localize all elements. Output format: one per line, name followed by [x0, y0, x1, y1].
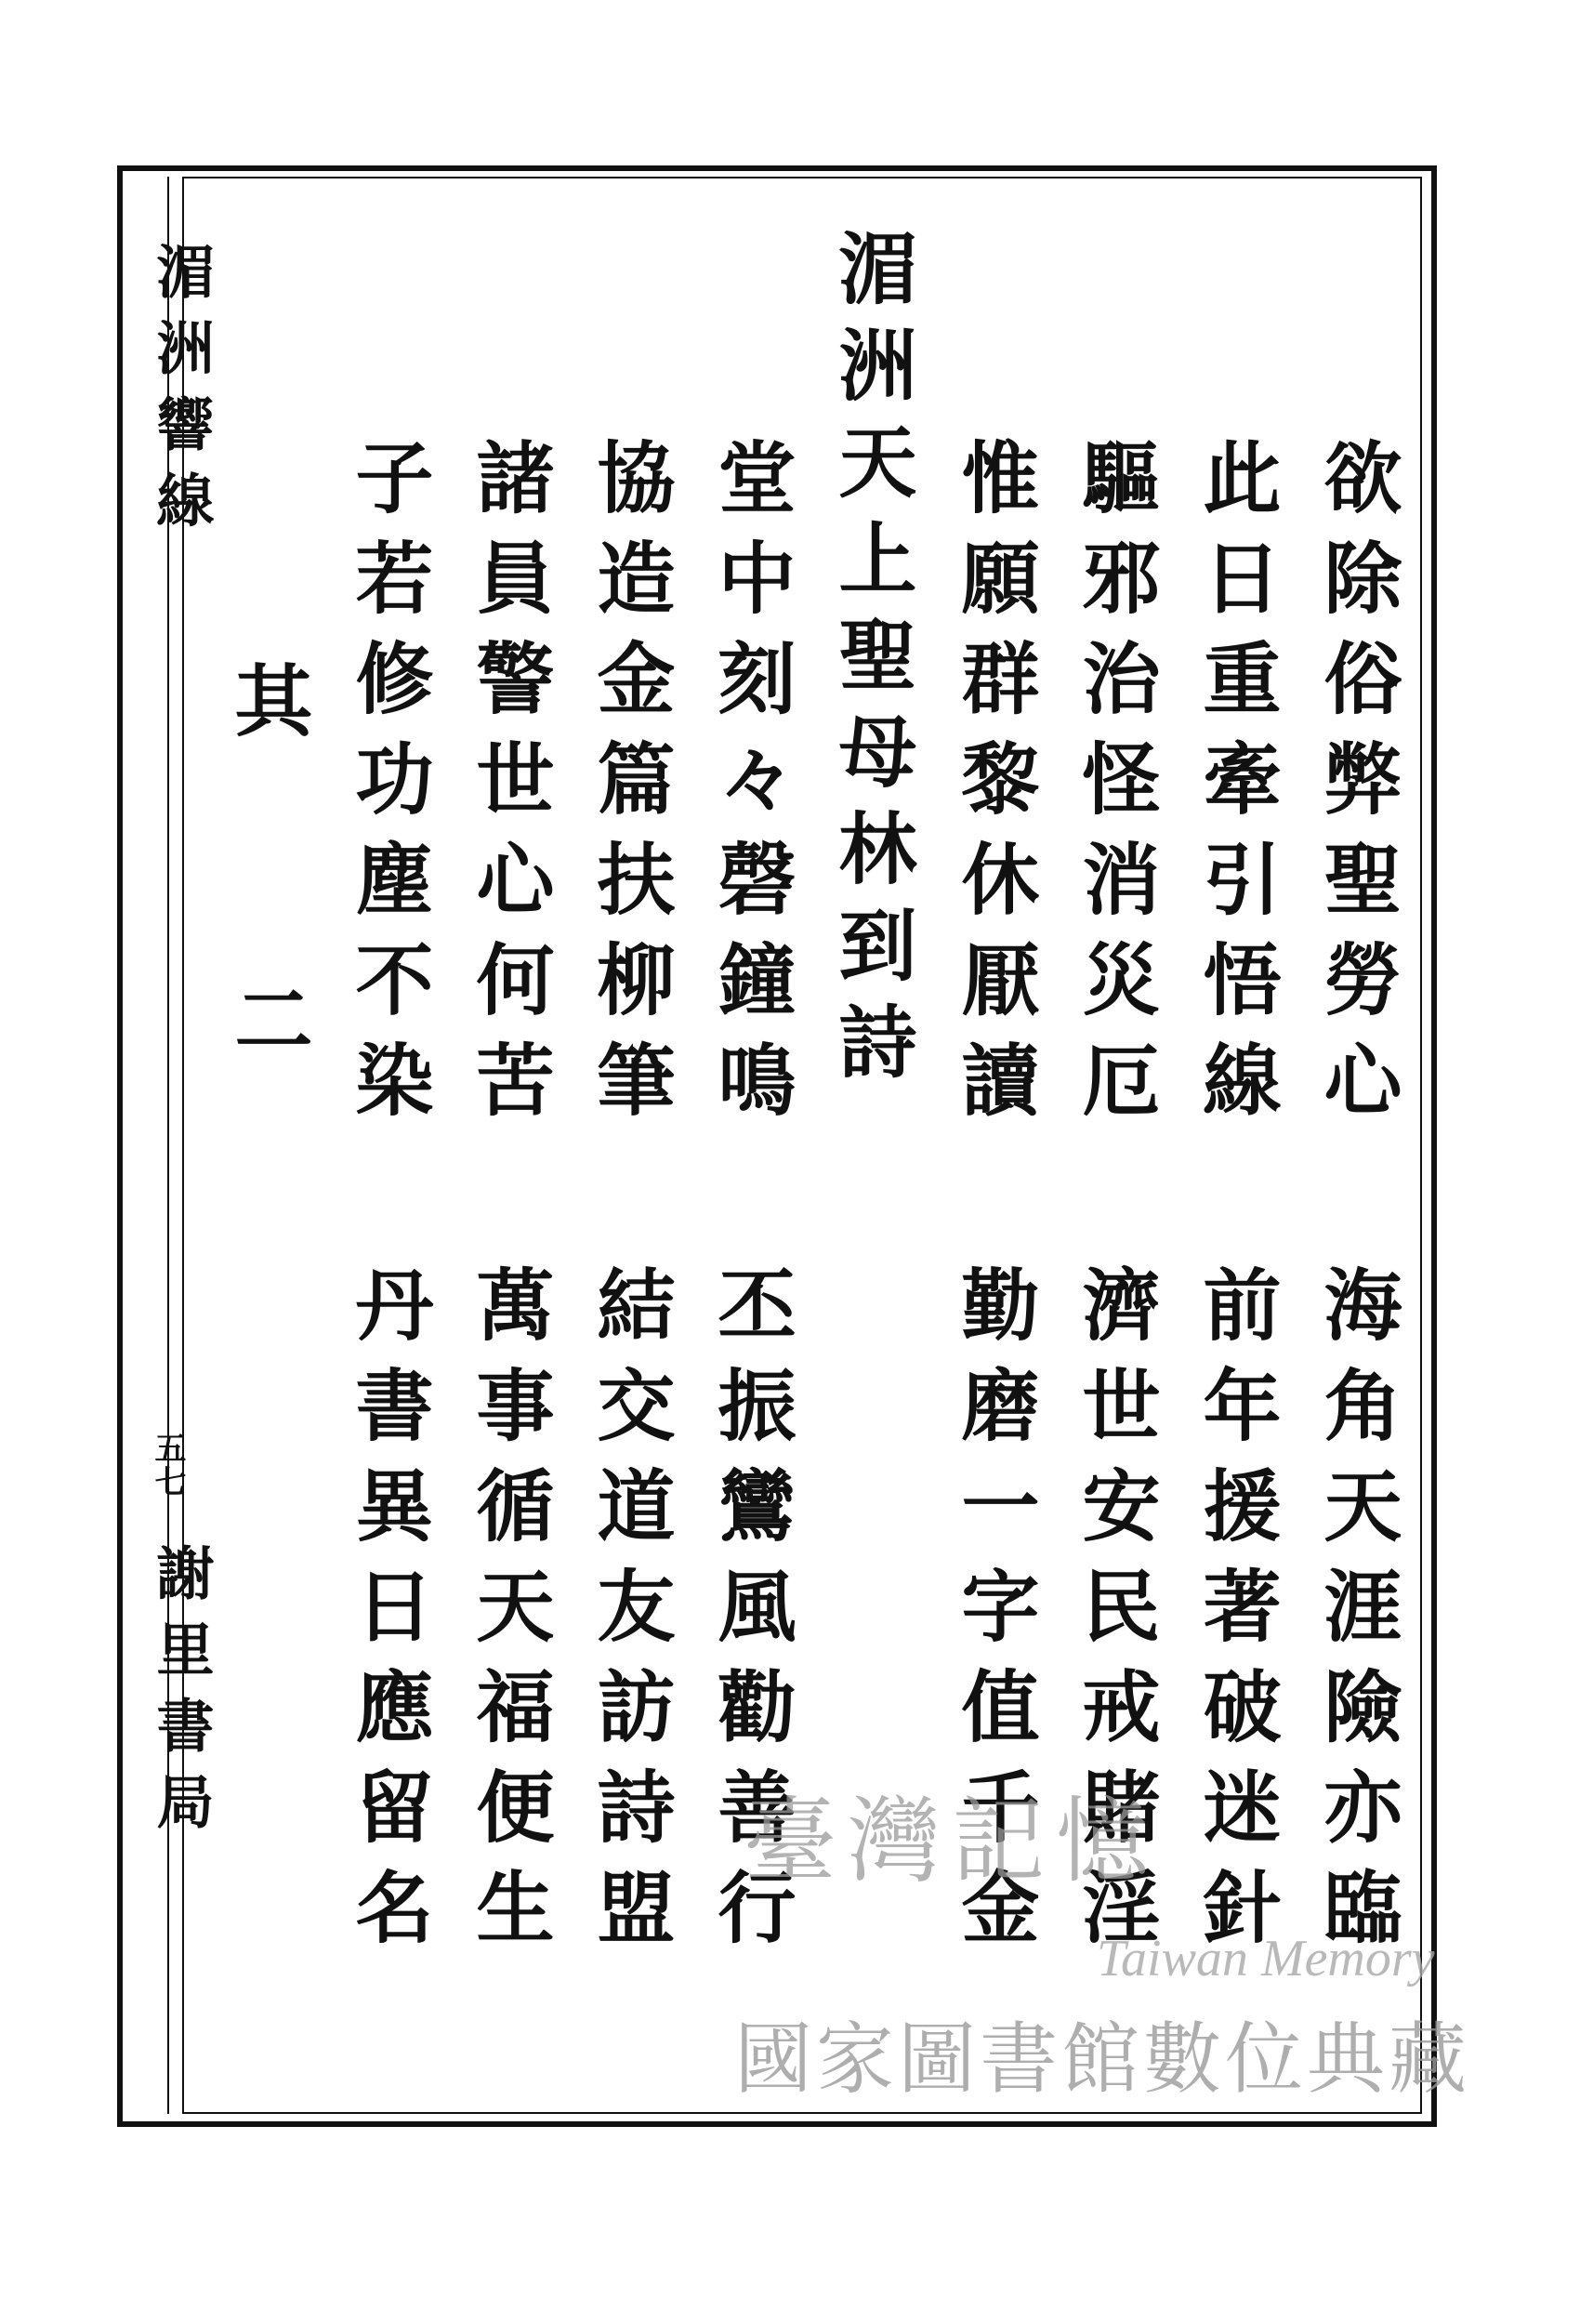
- verse-7-line-2: 萬事循天福便生: [464, 1264, 556, 1967]
- verse-3-line-1: 驅邪治怪消災厄: [1070, 437, 1162, 1140]
- watermark-english: Taiwan Memory: [1097, 1930, 1435, 1987]
- verse-3-line-2: 濟世安民戒賭淫: [1070, 1264, 1162, 1967]
- verse-7-line-1: 諸員警世心何苦: [464, 437, 556, 1140]
- verse-5-line-2: 丕振鸞風勸善行: [705, 1264, 797, 1967]
- verse-5-line-1: 堂中刻々磬鐘鳴: [705, 437, 797, 1140]
- page-number: 五七: [149, 1432, 186, 1499]
- verse-4-line-1: 惟願群黎休厭讀: [949, 437, 1041, 1140]
- poem-subtitle: 其 二: [222, 660, 314, 1131]
- verse-2-line-1: 此日重牽引悟線: [1191, 437, 1283, 1140]
- margin-publisher: 謝里書局: [147, 1543, 215, 1848]
- watermark-calligraphy: 臺灣記憶: [744, 1787, 1160, 1895]
- verse-6-line-2: 結交道友訪詩盟: [585, 1264, 677, 1967]
- watermark-library: 國家圖書館數位典藏: [734, 2014, 1471, 2105]
- poem-title: 湄洲天上聖母林到詩: [826, 228, 918, 1098]
- verse-1-line-2: 海角天涯險亦臨: [1311, 1264, 1403, 1967]
- verse-1-line-1: 欲除俗弊聖勞心: [1311, 437, 1403, 1140]
- verse-4-line-2: 勤磨一字值千金: [949, 1264, 1041, 1967]
- verse-2-line-2: 前年援著破迷針: [1191, 1264, 1283, 1967]
- verse-8-line-2: 丹書異日應留名: [343, 1264, 435, 1967]
- verse-6-line-1: 協造金篇扶柳筆: [585, 437, 677, 1140]
- verse-8-line-1: 子若修功塵不染: [343, 437, 435, 1140]
- margin-title: 湄洲響線: [147, 242, 215, 547]
